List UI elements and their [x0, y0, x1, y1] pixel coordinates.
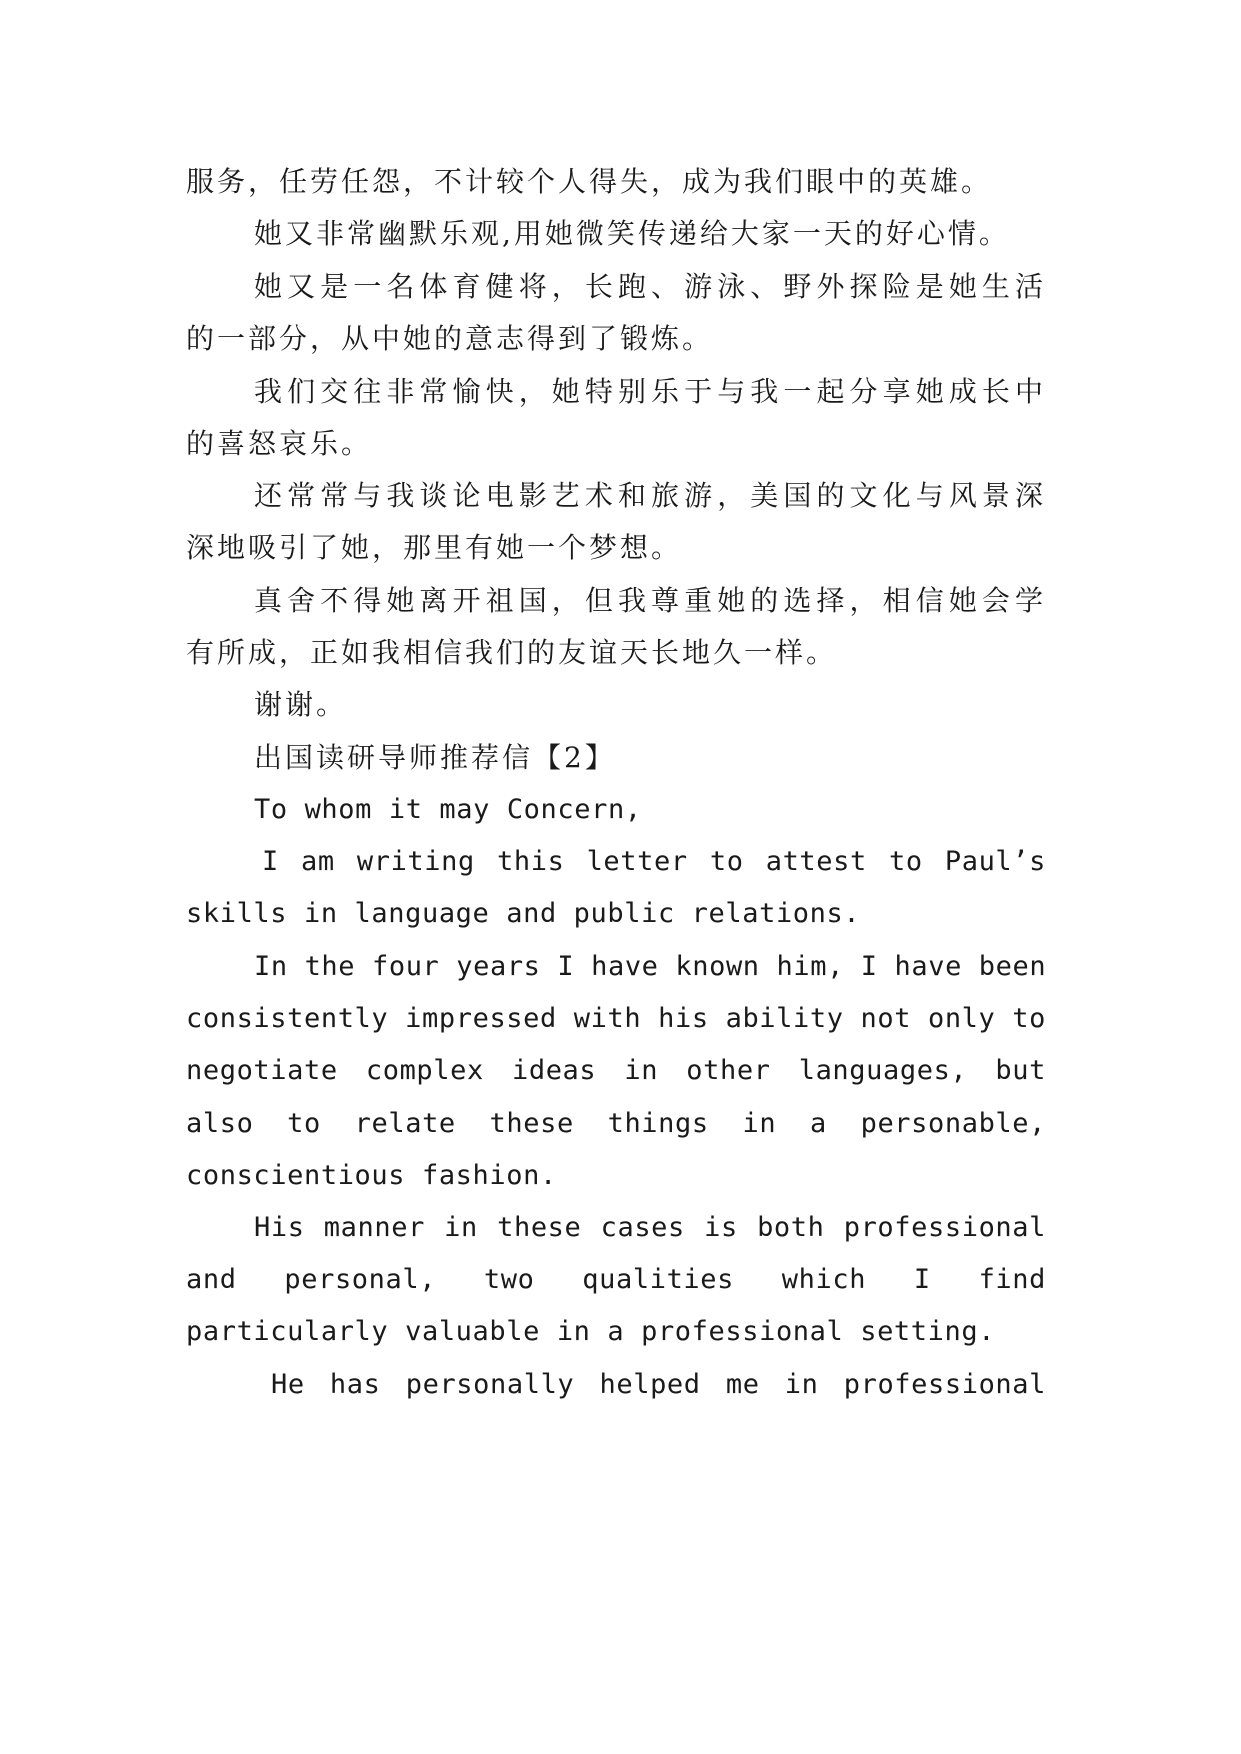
text-line: particularly valuable in a professional setting.	[186, 1316, 996, 1347]
text-line: and personal, two qualities which I find	[186, 1264, 1046, 1295]
text-line: 的一部分，从中她的意志得到了锻炼。	[186, 322, 714, 355]
text-line: skills in language and public relations.	[186, 898, 861, 929]
text-line: 的喜怒哀乐。	[186, 427, 373, 460]
text-line: negotiate complex ideas in other languages, but	[186, 1055, 1046, 1086]
text-line: 还常常与我谈论电影艺术和旅游，美国的文化与风景深	[254, 479, 1046, 512]
text-line: His manner in these cases is both professional	[254, 1212, 1046, 1243]
text-line: 服务，任劳任怨，不计较个人得失，成为我们眼中的英雄。	[186, 165, 993, 198]
salutation: To whom it may Concern,	[254, 794, 642, 825]
section-heading: 出国读研导师推荐信【2】	[254, 741, 616, 774]
text-line: 她又非常幽默乐观,用她微笑传递给大家一天的好心情。	[254, 217, 1010, 250]
text-line: 她又是一名体育健将，长跑、游泳、野外探险是她生活	[254, 270, 1046, 303]
text-line: 深地吸引了她，那里有她一个梦想。	[186, 531, 683, 564]
text-line: 真舍不得她离开祖国，但我尊重她的选择，相信她会学	[254, 584, 1046, 617]
text-line: He has personally helped me in professional	[271, 1369, 1046, 1400]
text-line: conscientious fashion.	[186, 1160, 557, 1191]
text-line: 谢谢。	[254, 688, 348, 721]
text-line: I am writing this letter to attest to Paul’s	[262, 846, 1046, 877]
text-line: In the four years I have known him, I have been	[254, 951, 1047, 982]
text-line: 我们交往非常愉快，她特别乐于与我一起分享她成长中	[254, 375, 1046, 408]
text-line: 有所成，正如我相信我们的友谊天长地久一样。	[186, 636, 838, 669]
text-line: consistently impressed with his ability not only to	[186, 1003, 1046, 1034]
text-line: also to relate these things in a personable,	[186, 1108, 1046, 1139]
